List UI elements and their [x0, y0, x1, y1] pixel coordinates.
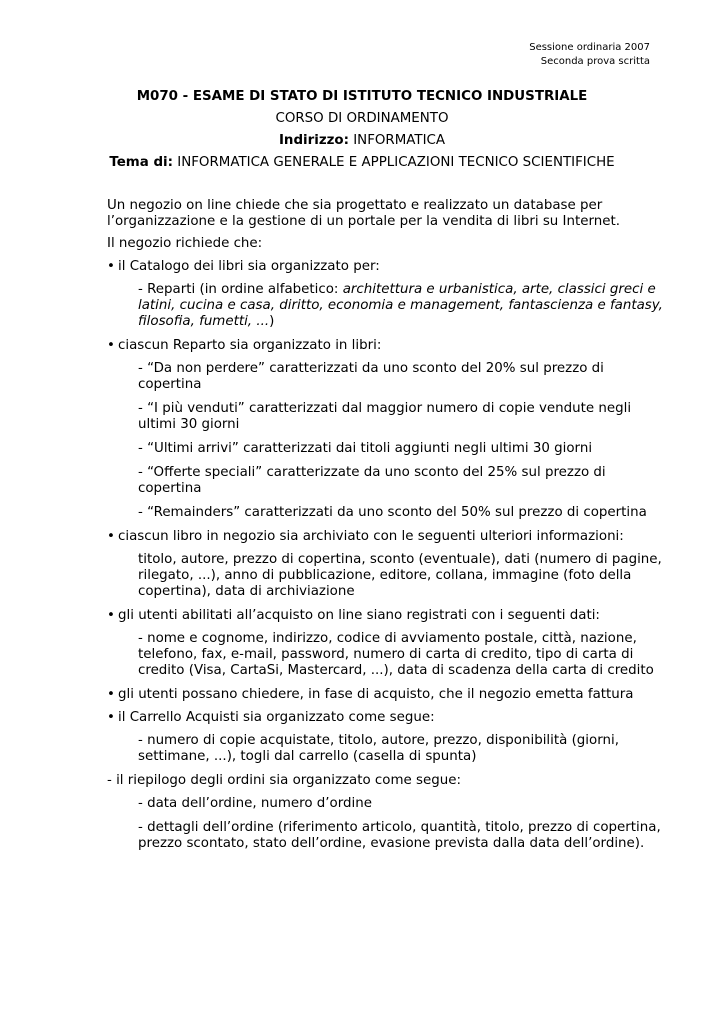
- requests-line: Il negozio richiede che:: [107, 236, 263, 251]
- bullet-carrello: [107, 710, 667, 726]
- exam-title: M070 - ESAME DI STATO DI ISTITUTO TECNICO INDUSTRIALE: [136, 89, 588, 104]
- libro-fields: titolo, autore, prezzo di copertina, sconto (eventuale), dati (numero di pagine, rilegato, ...), anno di pubblicazione, editore, collana, immagine (foto della copertina), data di archiviazione: [138, 552, 662, 599]
- list-item: - dettagli dell’ordine (riferimento articolo, quantità, titolo, prezzo di copertina, prezzo scontato, stato dell’ordine, evasione prevista dalla data dell’ordine).: [138, 820, 661, 851]
- bullet-catalogo: [107, 259, 667, 275]
- bullet-utenti-registrati: [107, 608, 667, 624]
- reparti-list: architettura e urbanistica, arte, classici greci e latini, cucina e casa, diritto, economia e management, fantascienza e fantasy, filosofia, fumetti, ...: [138, 282, 663, 329]
- intro-paragraph: Un negozio on line chiede che sia progettato e realizzato un database per l’organizzazione e la gestione di un portale per la vendita di libri su Internet.: [107, 198, 620, 229]
- carrello-fields: - numero di copie acquistate, titolo, autore, prezzo, disponibilità (giorni, settimane, ...), togli dal carrello (casella di spunta): [138, 733, 619, 764]
- indirizzo-line: [0, 130, 724, 152]
- tema-value: INFORMATICA GENERALE E APPLICAZIONI TECNICO SCIENTIFICHE: [173, 155, 615, 170]
- tema-line: [0, 152, 724, 174]
- list-item: - “Da non perdere” caratterizzati da uno sconto del 20% sul prezzo di copertina: [138, 361, 604, 392]
- bullet-text: ciascun Reparto sia organizzato in libri:: [118, 338, 382, 353]
- exam-title-block: [0, 86, 724, 174]
- session-info: [529, 41, 650, 69]
- bullet-icon: •: [107, 710, 115, 725]
- indirizzo-label: Indirizzo:: [278, 133, 349, 148]
- utenti-fields: - nome e cognome, indirizzo, codice di avviamento postale, città, nazione, telefono, fax, e-mail, password, numero di carta di credito, tipo di carta di credito (Visa, CartaSi, Mastercard, ...), data di scadenza della carta di credito: [138, 631, 654, 678]
- reparti-suffix: ): [269, 314, 275, 329]
- bullet-icon: •: [107, 259, 115, 274]
- tema-label: Tema di:: [109, 155, 173, 170]
- riepilogo-line: - il riepilogo degli ordini sia organizzato come segue:: [107, 773, 461, 788]
- session-line-1: Sessione ordinaria 2007: [529, 42, 650, 53]
- bullet-text: il Carrello Acquisti sia organizzato come segue:: [118, 710, 435, 725]
- bullet-icon: •: [107, 338, 115, 353]
- bullet-text: gli utenti possano chiedere, in fase di acquisto, che il negozio emetta fattura: [118, 687, 634, 702]
- bullet-reparto: [107, 338, 667, 354]
- bullet-icon: •: [107, 687, 115, 702]
- indirizzo-value: INFORMATICA: [348, 133, 446, 148]
- bullet-icon: •: [107, 608, 115, 623]
- reparti-item: [107, 282, 667, 330]
- list-item: - “Ultimi arrivi” caratterizzati dai titoli aggiunti negli ultimi 30 giorni: [138, 441, 593, 456]
- bullet-text: ciascun libro in negozio sia archiviato con le seguenti ulteriori informazioni:: [118, 529, 624, 544]
- bullet-text: gli utenti abilitati all’acquisto on line siano registrati con i seguenti dati:: [118, 608, 600, 623]
- bullet-text: il Catalogo dei libri sia organizzato per:: [118, 259, 380, 274]
- bullet-icon: •: [107, 529, 115, 544]
- list-item: - “Remainders” caratterizzati da uno sconto del 50% sul prezzo di copertina: [138, 505, 647, 520]
- course-title: CORSO DI ORDINAMENTO: [275, 111, 449, 126]
- list-item: - “I più venduti” caratterizzati dal maggior numero di copie vendute negli ultimi 30 giorni: [138, 401, 632, 432]
- exam-text: [107, 198, 667, 852]
- reparti-prefix: - Reparti (in ordine alfabetico:: [138, 282, 343, 297]
- list-item: - data dell’ordine, numero d’ordine: [138, 796, 372, 811]
- bullet-fattura: [107, 687, 667, 703]
- list-item: - “Offerte speciali” caratterizzate da uno sconto del 25% sul prezzo di copertina: [138, 465, 606, 496]
- bullet-libro: [107, 529, 667, 545]
- session-line-2: Seconda prova scritta: [540, 56, 650, 67]
